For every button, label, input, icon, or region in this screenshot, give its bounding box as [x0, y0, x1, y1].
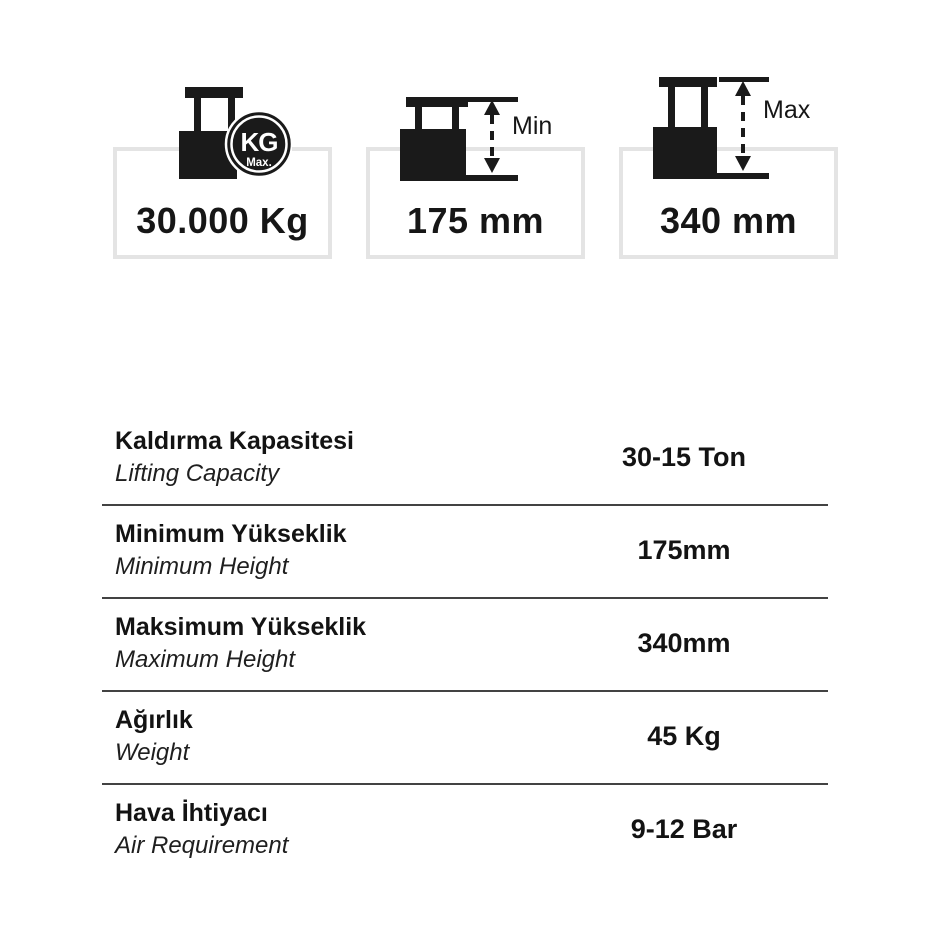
spec-value: 340mm [637, 627, 731, 658]
badge-max-text: Max. [245, 157, 272, 169]
feature-card-max-height [619, 96, 838, 259]
spec-row-weight [102, 692, 828, 785]
spec-row-lifting-capacity [102, 413, 828, 506]
spec-label-en: Minimum Height [115, 553, 289, 580]
spec-label-tr: Kaldırma Kapasitesi [115, 427, 354, 455]
spec-label-tr: Ağırlık [115, 706, 193, 734]
spec-label-tr: Hava İhtiyacı [115, 799, 268, 827]
spec-row-min-height [102, 506, 828, 599]
spec-label-tr: Maksimum Yükseklik [115, 613, 367, 641]
max-height-value: 340 mm [659, 200, 798, 241]
feature-card-capacity [113, 127, 332, 259]
feature-card-min-height [366, 112, 585, 259]
spec-labels [102, 424, 540, 490]
spec-labels [102, 517, 540, 583]
spec-row-air-requirement [102, 785, 828, 876]
min-arrow-label: Min [511, 112, 552, 140]
spec-label-en: Weight [115, 739, 190, 766]
spec-label-en: Air Requirement [115, 832, 289, 859]
spec-label-tr: Minimum Yükseklik [115, 520, 347, 548]
jack-max-height-icon [649, 77, 819, 189]
spec-value: 30-15 Ton [621, 441, 747, 472]
spec-labels [102, 796, 540, 862]
spec-row-max-height [102, 599, 828, 692]
spec-labels [102, 703, 540, 769]
jack-kg-max-icon [167, 87, 292, 182]
capacity-value: 30.000 Kg [136, 200, 309, 241]
spec-label-en: Maximum Height [115, 646, 296, 673]
feature-cards-row [113, 96, 838, 259]
spec-value: 45 Kg [647, 720, 721, 751]
spec-table [102, 413, 828, 876]
spec-value: 175mm [637, 534, 731, 565]
min-height-value: 175 mm [406, 200, 545, 241]
max-arrow-label: Max [762, 96, 810, 124]
kg-max-badge [226, 111, 292, 177]
jack-min-height-icon [396, 97, 566, 189]
spec-value: 9-12 Bar [630, 813, 738, 844]
badge-kg-text: KG [240, 127, 277, 157]
spec-labels [102, 610, 540, 676]
spec-label-en: Lifting Capacity [115, 460, 280, 487]
